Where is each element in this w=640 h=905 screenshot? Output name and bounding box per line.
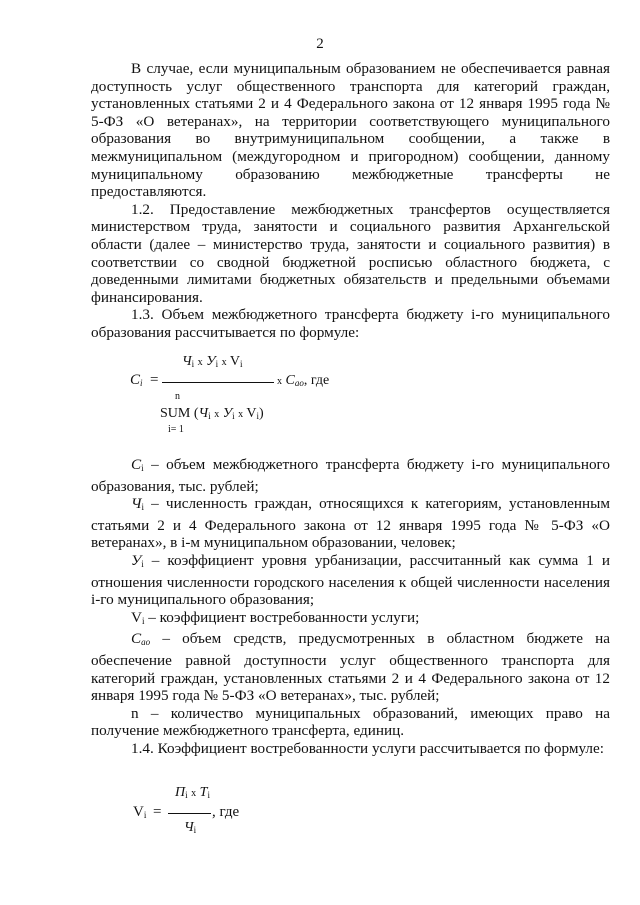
formula-1-multiplier: x $С_{ао}$, где	[277, 373, 330, 388]
formula-1-denominator: SUM ($Ч_i$ x $У_i$ x $V_i$)	[160, 406, 264, 421]
page-number: 2	[316, 36, 324, 52]
formula-1-sum-upper: n	[175, 391, 180, 402]
formula-1-numerator: $Ч_i$ x $У_i$ x $V_i$	[182, 354, 243, 369]
paragraph-1-3: 1.3. Объем межбюджетного трансферта бюджету i-го муниципального образования рассчитывается по формуле:	[91, 306, 610, 341]
definition-ui: $У_i$ – коэффициент уровня урбанизации, рассчитанный как сумма 1 и отношения численности городского населения к общей численности населения i-го муниципального образования;	[91, 551, 610, 609]
formula-1-sum-lower: i= 1	[168, 424, 184, 435]
definitions-block	[91, 456, 610, 758]
formula-1-lhs: $C_i$	[130, 372, 143, 388]
formula-1-fraction-bar	[162, 382, 274, 383]
formula-1-equals: =	[150, 372, 159, 388]
formula-2-where: , где	[212, 804, 240, 820]
formula-2-fraction-bar	[168, 813, 211, 814]
formula-2-lhs: $V_i$	[133, 804, 147, 820]
paragraph-intro: В случае, если муниципальным образованием не обеспечивается равная доступность услуг общественного транспорта для категорий граждан, установленных статьями 2 и 4 Федерального закона от 12 января 1995 года № 5-ФЗ «О ветеранах», на территории соответствующего муниципального образования во внутримуниципальном сообщении, а также в межмуниципальном (междугородном и пригородном) сообщении, данному муниципальному образованию межбюджетные трансферты не предоставляются.	[91, 60, 610, 201]
formula-2-denominator: $Ч_i$	[184, 820, 197, 835]
definition-ci: $C_i$ – объем межбюджетного трансферта бюджету i-го муниципального образования, тыс. рублей;	[91, 456, 610, 495]
document-body	[91, 60, 610, 342]
definition-n: n – количество муниципальных образований, имеющих право на получение межбюджетного трансферта, единиц.	[91, 704, 610, 740]
definition-vi: $V_i$ – коэффициент востребованности услуги;	[131, 608, 420, 626]
definition-cao: $С_{ао}$ – объем средств, предусмотренных в областном бюджете на обеспечение равной доступности услуг общественного транспорта для категорий граждан, установленных статьями 2 и 4 Федерального закона от 12 января 1995 года № 5-ФЗ «О ветеранах», тыс. рублей;	[91, 630, 610, 705]
formula-2-equals: =	[153, 804, 162, 820]
definition-chi: $Ч_i$ – численность граждан, относящихся к категориям, установленным статьями 2 и 4 Федерального закона от 12 января 1995 года № 5-ФЗ «О ветеранах», в i-м муниципальном образовании, человек;	[91, 495, 610, 552]
formula-2-numerator: $П_i$ x $Т_i$	[175, 785, 210, 800]
paragraph-1-2: 1.2. Предоставление межбюджетных трансфертов осуществляется министерством труда, занятости и социального развития Архангельской области (далее – министерство труда, занятости и социального развития) в соответствии со сводной бюджетной росписью областного бюджета, с доведенными лимитами бюджетных обязательств и предельными объемами финансирования.	[91, 200, 610, 306]
paragraph-1-4: 1.4. Коэффициент востребованности услуги рассчитывается по формуле:	[131, 739, 604, 757]
